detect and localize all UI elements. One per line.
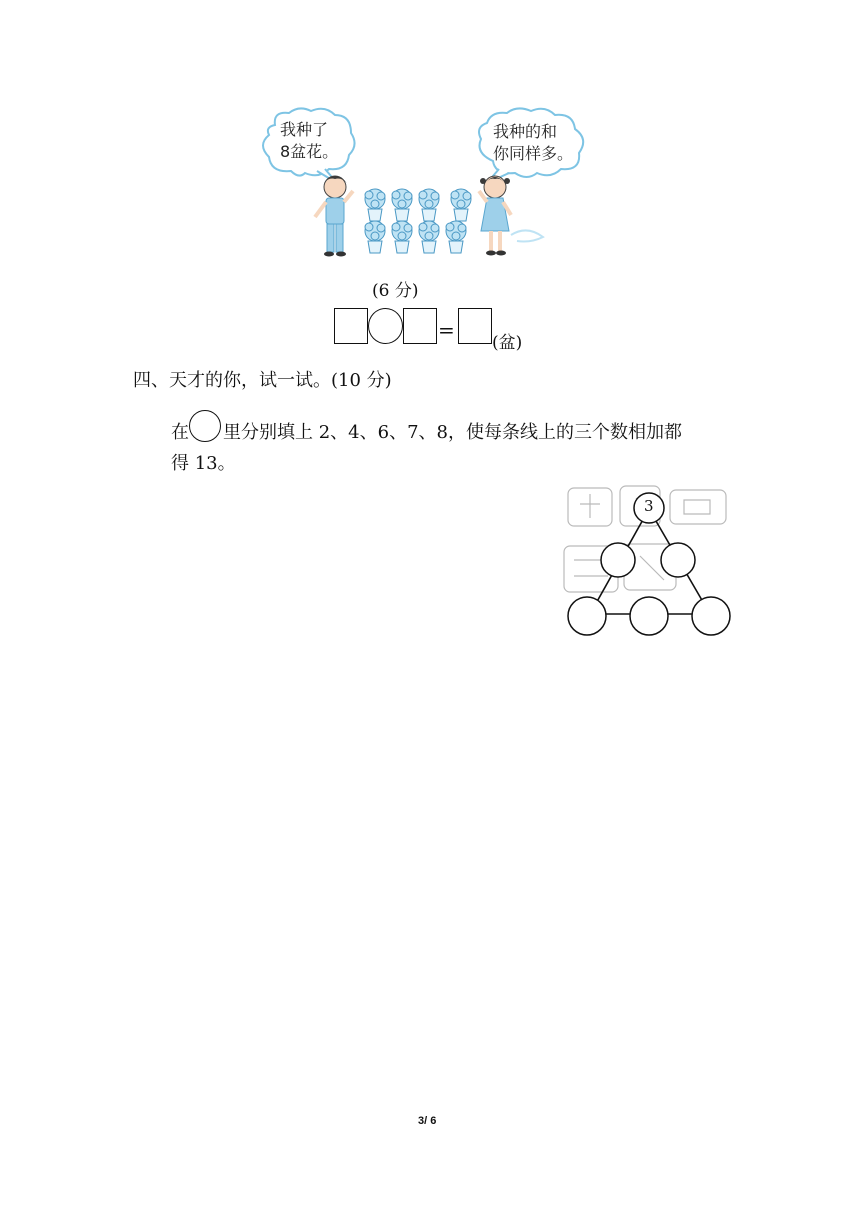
- boy-figure: [315, 176, 353, 257]
- girl-speech-line-1: 我种的和: [493, 122, 558, 141]
- girl-speech: [493, 121, 573, 165]
- girl-figure: [479, 176, 543, 256]
- answer-slot-bottom-right[interactable]: [692, 598, 732, 634]
- answer-slot-right-middle[interactable]: [658, 546, 698, 580]
- answer-slot-bottom-middle[interactable]: [630, 598, 670, 634]
- page-number: 3/ 6: [418, 1115, 437, 1127]
- section-4-instruction-line2: 得 13。: [171, 453, 236, 474]
- boy-speech: [280, 119, 338, 163]
- instruction-text-before: 在: [171, 422, 189, 443]
- girl-speech-line-2: 你同样多。: [493, 144, 574, 163]
- unit-label: (盆): [492, 333, 523, 353]
- answer-slot-bottom-left[interactable]: [568, 598, 608, 634]
- answer-box-1[interactable]: [334, 308, 368, 344]
- answer-slot-left-middle[interactable]: [598, 546, 638, 580]
- top-circle-number: 3: [644, 497, 654, 515]
- equals-sign: =: [438, 318, 455, 342]
- sample-circle-icon: [189, 410, 221, 442]
- section-4-instruction: [171, 410, 741, 445]
- answer-box-2[interactable]: [403, 308, 437, 344]
- illustration: [255, 105, 615, 265]
- boy-speech-line-2: 8盆花。: [280, 142, 339, 161]
- section-4-heading: 四、天才的你，试一试。(10 分): [133, 370, 392, 391]
- boy-speech-line-1: 我种了: [280, 120, 329, 139]
- operator-circle[interactable]: [368, 308, 403, 344]
- score-label: (6 分): [372, 281, 419, 301]
- triangle-puzzle: [560, 484, 740, 640]
- flower-pots: [365, 189, 471, 253]
- answer-box-result[interactable]: [458, 308, 492, 344]
- instruction-text-after: 里分别填上 2、4、6、7、8，使每条线上的三个数相加都: [223, 422, 682, 443]
